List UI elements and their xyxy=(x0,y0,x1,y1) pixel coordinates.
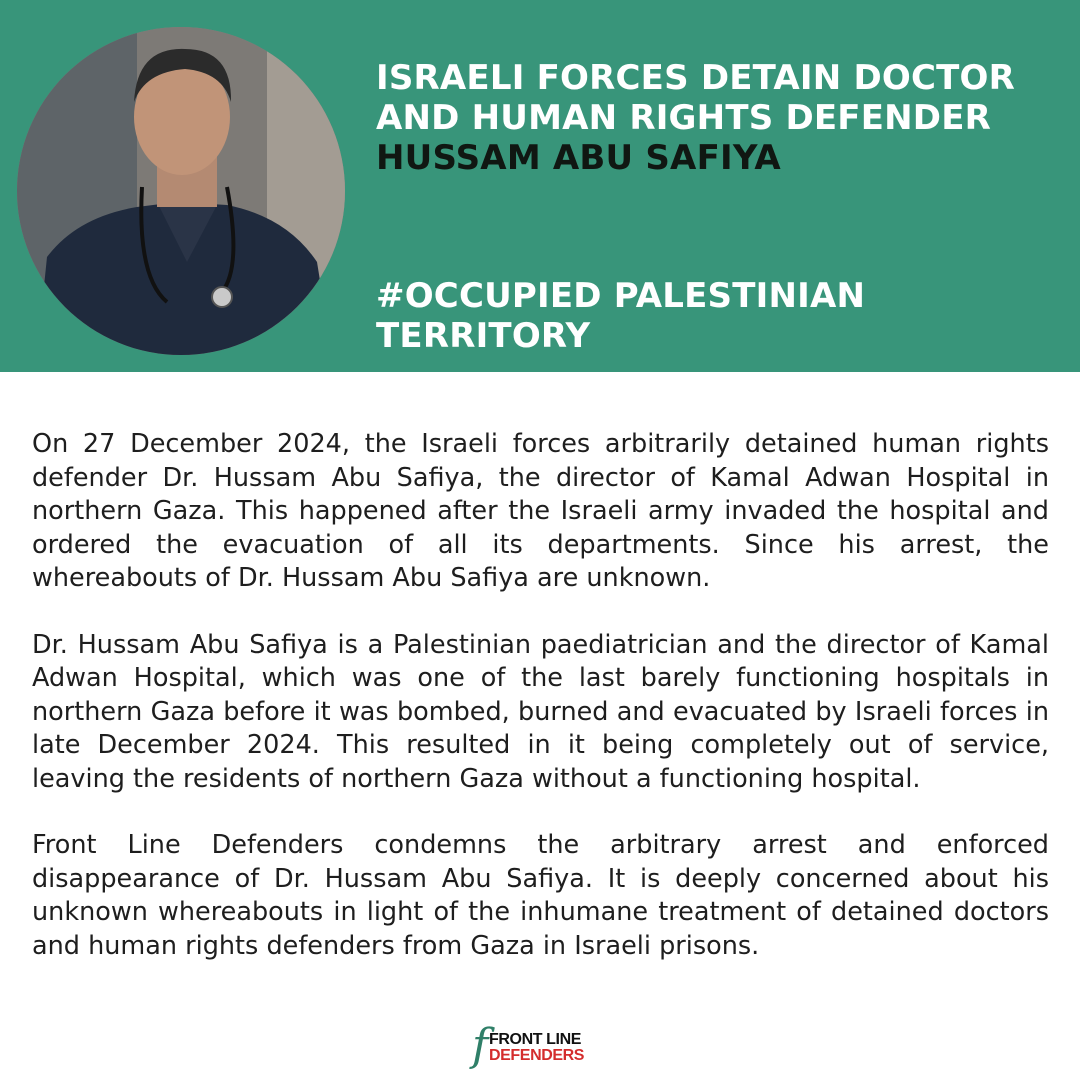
headline-text: ISRAELI FORCES DETAIN DOCTOR AND HUMAN RIGHTS DEFENDER xyxy=(376,58,1016,138)
paragraph-1: On 27 December 2024, the Israeli forces arbitrarily detained human rights defender Dr. Hussam Abu Safiya, the director of Kamal Adwan Hospital in northern Gaza. This happened after the Israeli army invaded the hospital and ordered the evacuation of all its departments. Since his arrest, the whereabouts of Dr. Hussam Abu Safiya are unknown. xyxy=(32,429,1049,593)
paragraph-2: Dr. Hussam Abu Safiya is a Palestinian paediatrician and the director of Kamal Adwan Hospital, which was one of the last barely functioning hospitals in northern Gaza before it was bombed, burned and evacuated by Israeli forces in late December 2024. This resulted in it being completely out of service, leaving the residents of northern Gaza without a functioning hospital. xyxy=(32,629,1049,794)
logo-mark: f xyxy=(472,1020,489,1071)
header-banner xyxy=(0,0,1080,372)
paragraph-3: Front Line Defenders condemns the arbitrary arrest and enforced disappearance of Dr. Hussam Abu Safiya. It is deeply concerned about his unknown whereabouts in light of the inhumane treatment of detained doctors and human rights defenders from Gaza in Israeli prisons. xyxy=(32,830,1049,961)
article-body xyxy=(32,428,1049,996)
portrait-illustration xyxy=(17,27,345,355)
headline xyxy=(376,58,1056,178)
headline-person-name: HUSSAM ABU SAFIYA xyxy=(376,138,781,178)
portrait-photo xyxy=(17,27,345,355)
location-hashtag: #OCCUPIED PALESTINIAN TERRITORY xyxy=(376,276,866,356)
logo-line-1: FRONT LINE xyxy=(489,1031,581,1048)
logo-line-2: DEFENDERS xyxy=(489,1047,585,1064)
front-line-defenders-logo xyxy=(472,1020,612,1071)
